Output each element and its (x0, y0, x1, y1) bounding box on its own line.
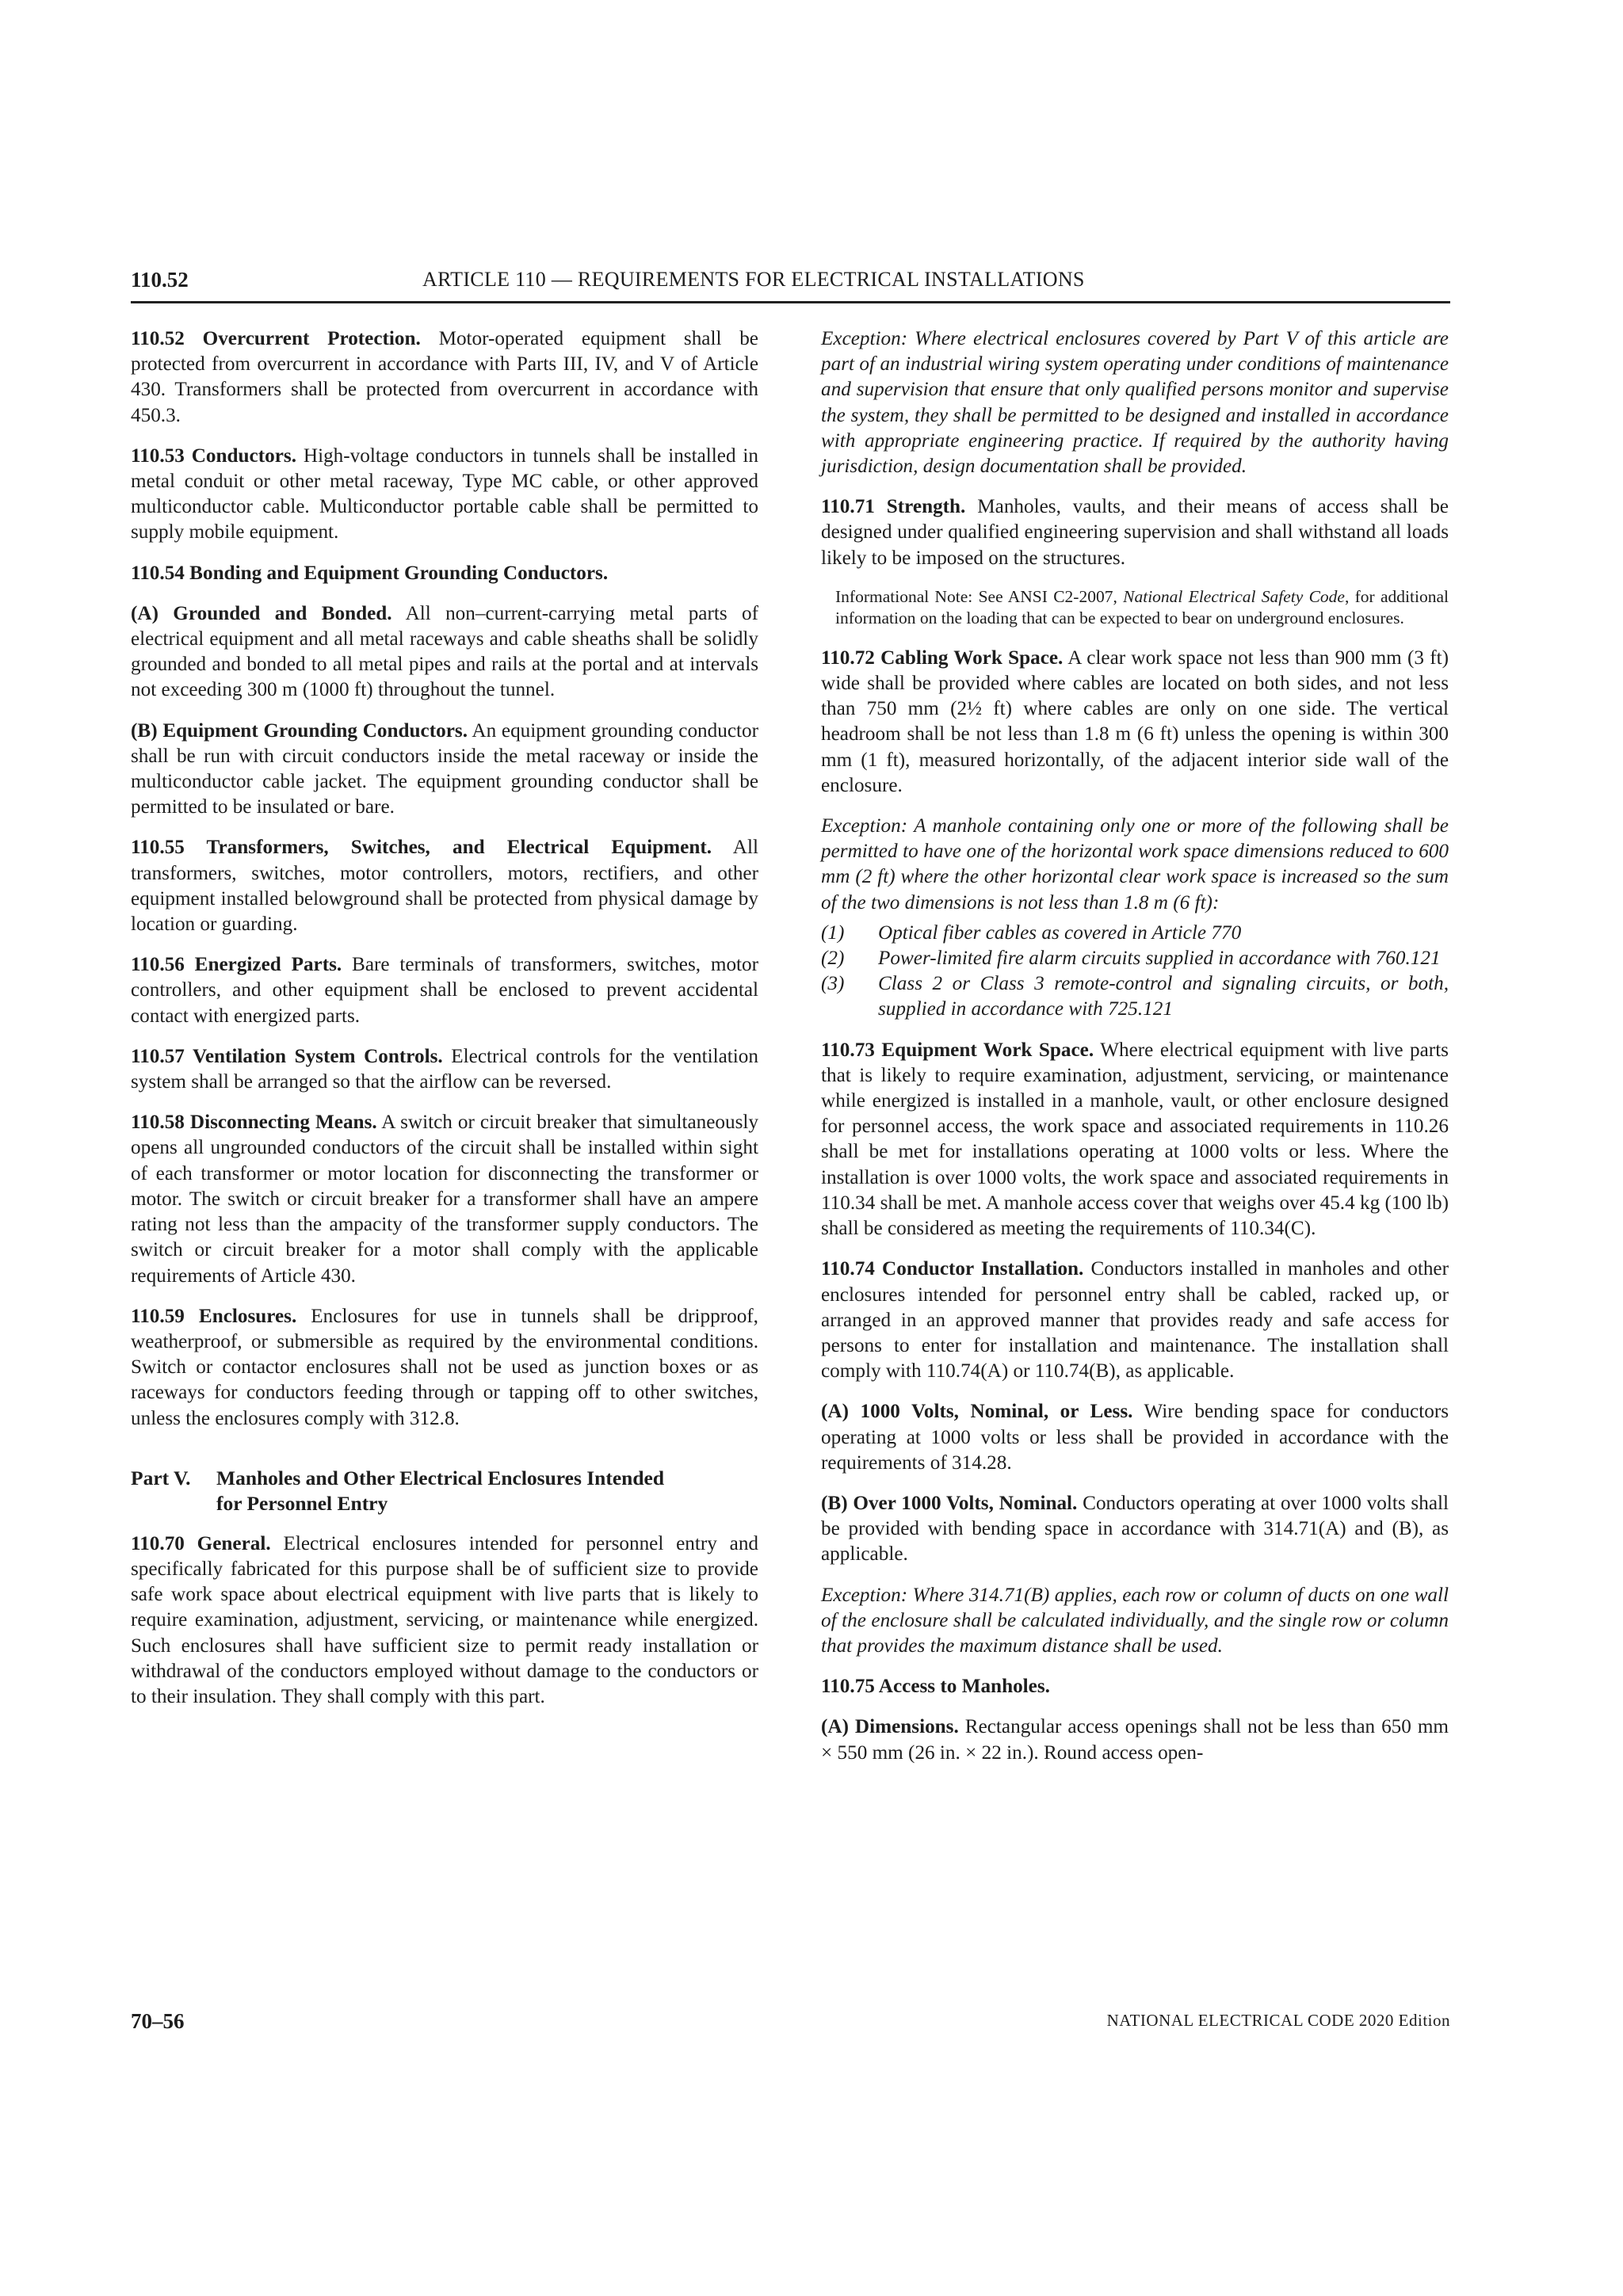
section-heading: 110.71 Strength. (821, 496, 966, 518)
section-body: Conductors installed in manholes and other enclosures intended for personnel entry shall be cabled, racked up, or arranged in an approved manner that provides ready and safe access for persons to enter for installation and maintenance. The installation shall comply with 110.74(A) or 110.74(B), as applicable. (821, 1258, 1449, 1383)
section-heading: 110.72 Cabling Work Space. (821, 646, 1064, 669)
section-body: High-voltage conductors in tunnels shall be installed in metal conduit or other metal raceway, Type MC cable, or other approved multiconductor cable. Multiconductor portable cable shall be permitted to supply mobile equipment. (131, 444, 759, 543)
section-heading: 110.52 Overcurrent Protection. (131, 328, 421, 349)
section-heading: 110.57 Ventilation System Controls. (131, 1045, 443, 1067)
subsection-110-75-a (821, 1714, 1449, 1765)
subsection-body: All non–current-carrying metal parts of electrical equipment and all metal raceways and cable sheaths shall be solidly grounded and bonded to all metal pipes and rails at the portal and at intervals not exceeding 300 m (1000 ft) throughout the tunnel. (131, 602, 758, 701)
section-body: A switch or circuit breaker that simultaneously opens all ungrounded conductors of the circuit shall be installed within sight of each transformer or motor location for disconnecting the transformer or motor. The switch or circuit breaker for a transformer shall have an ampere rating not less than the ampacity of the transformer supply conductors. The switch or circuit breaker for a motor shall comply with the applicable requirements of Article 430. (131, 1112, 758, 1287)
subsection-heading: (A) Grounded and Bonded. (131, 602, 392, 624)
section-110-59 (131, 1304, 758, 1432)
section-110-58 (131, 1110, 758, 1288)
list-item-number: (2) (821, 948, 845, 970)
subsection-body: An equipment grounding conductor shall be run with circuit conductors inside the metal raceway or inside the multiconductor cable jacket. The equipment grounding conductor shall be permitted to be insulated or bare. (131, 719, 758, 818)
subsection-110-74-a (821, 1399, 1449, 1476)
section-body: Electrical enclosures intended for personnel entry and specifically fabricated for this purpose shall be of sufficient size to provide safe work space about electrical equipment with live parts that is likely to require examination, adjustment, servicing, or maintenance while energized. Such enclosures shall have sufficient size to permit ready installation or withdrawal of the conductors employed without damage to the conductors or to their insulation. They shall comply with this part. (131, 1532, 759, 1707)
exception-110-74: Exception: Where 314.71(B) applies, each row or column of ducts on one wall of the enclosure shall be calculated individually, and the single row or column that provides the maximum distance shall be used. (821, 1584, 1449, 1657)
section-body: Motor-operated equipment shall be protected from overcurrent in accordance with Parts III, IV, and V of Article 430. Transformers shall be protected from overcurrent in accordance with 450.3. (131, 328, 758, 426)
section-110-52 (131, 326, 758, 429)
section-heading: 110.53 Conductors. (131, 444, 296, 467)
right-column (821, 326, 1449, 1781)
header-article-title: ARTICLE 110 — REQUIREMENTS FOR ELECTRICAL INSTALLATIONS (422, 268, 1085, 291)
section-body: Manholes, vaults, and their means of access shall be designed under qualified engineering supervision and shall withstand all loads likely to be imposed on the structures. (821, 496, 1449, 569)
section-heading: 110.56 Energized Parts. (131, 954, 342, 976)
part-v-heading (131, 1466, 758, 1516)
list-item-number: (1) (821, 921, 845, 944)
part-title-line-1: Manholes and Other Electrical Enclosures Intended (216, 1466, 665, 1489)
section-heading: 110.70 General. (131, 1532, 271, 1554)
section-body: Bare terminals of transformers, switches, motor controllers, and other equipment shall be enclosed to prevent accidental contact with energized parts. (131, 954, 759, 1027)
section-body: All transformers, switches, motor controllers, motors, rectifiers, and other equipment installed belowground shall be protected from physical damage by location or guarding. (131, 837, 758, 936)
exception-110-70: Exception: Where electrical enclosures covered by Part V of this article are part of an industrial wiring system operating under conditions of maintenance and supervision that ensure that only qualified persons monitor and supervise the system, they shall be permitted to be designed and installed in accordance with appropriate engineering practice. If required by the authority having jurisdiction, design documentation shall be provided. (821, 328, 1449, 478)
publication-title: NATIONAL ELECTRICAL CODE 2020 Edition (1106, 2011, 1450, 2030)
subsection-heading: (B) Equipment Grounding Conductors. (131, 719, 468, 742)
section-body: Electrical controls for the ventilation system shall be arranged so that the airflow can be reversed. (131, 1045, 758, 1093)
list-item-number: (3) (821, 973, 845, 995)
subsection-110-54-b (131, 719, 758, 821)
list-item-text: Optical fiber cables as covered in Article 770 (878, 921, 1242, 944)
subsection-body: Conductors operating at over 1000 volts shall be provided with bending space in accordance with 314.71(A) and (B), as applicable. (821, 1492, 1449, 1566)
section-body: Enclosures for use in tunnels shall be dripproof, weatherproof, or submersible as required by the environmental conditions. Switch or contactor enclosures shall not be used as junction boxes or as raceways for conductors feeding through or tapping off to other switches, unless the enclosures comply with 312.8. (131, 1305, 758, 1429)
informational-note-110-71 (821, 586, 1449, 629)
section-110-74 (821, 1257, 1449, 1384)
page-header (131, 268, 1450, 303)
subsection-110-74-b (821, 1491, 1449, 1568)
section-heading: 110.74 Conductor Installation. (821, 1258, 1084, 1280)
list-item (821, 946, 1449, 971)
section-110-56 (131, 952, 758, 1029)
list-item-text: Power-limited fire alarm circuits supplied in accordance with 760.121 (878, 948, 1441, 970)
list-item (821, 921, 1449, 946)
page-number: 70–56 (131, 2009, 185, 2033)
section-heading: 110.59 Enclosures. (131, 1305, 297, 1327)
section-110-75-heading: 110.75 Access to Manholes. (821, 1676, 1050, 1698)
section-110-73 (821, 1038, 1449, 1242)
note-prefix: Informational Note: See ANSI C2-2007, (835, 586, 1124, 606)
list-item (821, 971, 1449, 1022)
section-110-72 (821, 646, 1449, 799)
section-110-55 (131, 835, 758, 937)
part-label: Part V. (131, 1466, 191, 1489)
subsection-heading: (A) 1000 Volts, Nominal, or Less. (821, 1401, 1133, 1423)
note-italic-title: National Electrical Safety Code (1123, 586, 1345, 606)
subsection-body: Wire bending space for conductors operating at 1000 volts or less shall be provided in accordance with the requirements of 314.28. (821, 1401, 1449, 1474)
subsection-heading: (B) Over 1000 Volts, Nominal. (821, 1492, 1078, 1514)
header-section-number: 110.52 (131, 268, 189, 292)
subsection-heading: (A) Dimensions. (821, 1716, 959, 1738)
subsection-body: Rectangular access openings shall not be less than 650 mm × 550 mm (26 in. × 22 in.). Round access open- (821, 1716, 1449, 1764)
left-column (131, 326, 758, 1725)
exception-list (821, 921, 1449, 1023)
note-suffix: , for additional information on the loading that can be expected to bear on underground enclosures. (835, 586, 1449, 627)
section-110-57 (131, 1044, 758, 1095)
list-item-text: Class 2 or Class 3 remote-control and signaling circuits, or both, supplied in accordance with 725.121 (878, 973, 1449, 1020)
exception-110-72: Exception: A manhole containing only one or more of the following shall be permitted to have one of the horizontal work space dimensions reduced to 600 mm (2 ft) where the other horizontal clear work space is increased so the sum of the two dimensions is not less than 1.8 m (6 ft): (821, 815, 1449, 913)
section-body: Where electrical equipment with live parts that is likely to require examination, adjustment, servicing, or maintenance while energized is installed in a manhole, vault, or other enclosure designed for personnel access, the work space and associated requirements in 110.26 shall be met for installations operating at 1000 volts or less. Where the installation is over 1000 volts, the work space and associated requirements in 110.34 shall be met. A manhole access cover that weighs over 45.4 kg (100 lb) shall be considered as meeting the requirements of 110.34(C). (821, 1039, 1449, 1240)
section-110-53 (131, 444, 758, 546)
section-110-54-heading: 110.54 Bonding and Equipment Grounding Conductors. (131, 562, 609, 584)
section-110-70 (131, 1531, 758, 1710)
section-heading: 110.58 Disconnecting Means. (131, 1112, 377, 1134)
subsection-110-54-a (131, 601, 758, 704)
section-110-71 (821, 494, 1449, 571)
section-heading: 110.73 Equipment Work Space. (821, 1039, 1094, 1061)
section-heading: 110.55 Transformers, Switches, and Electrical Equipment. (131, 837, 712, 859)
section-body: A clear work space not less than 900 mm (3 ft) wide shall be provided where cables are located on both sides, and not less than 750 mm (2½ ft) where cables are only on one side. The vertical headroom shall be not less than 1.8 m (6 ft) unless the opening is within 300 mm (1 ft), measured horizontally, of the adjacent interior side wall of the enclosure. (821, 646, 1449, 796)
part-title-line-2: for Personnel Entry (216, 1491, 388, 1515)
